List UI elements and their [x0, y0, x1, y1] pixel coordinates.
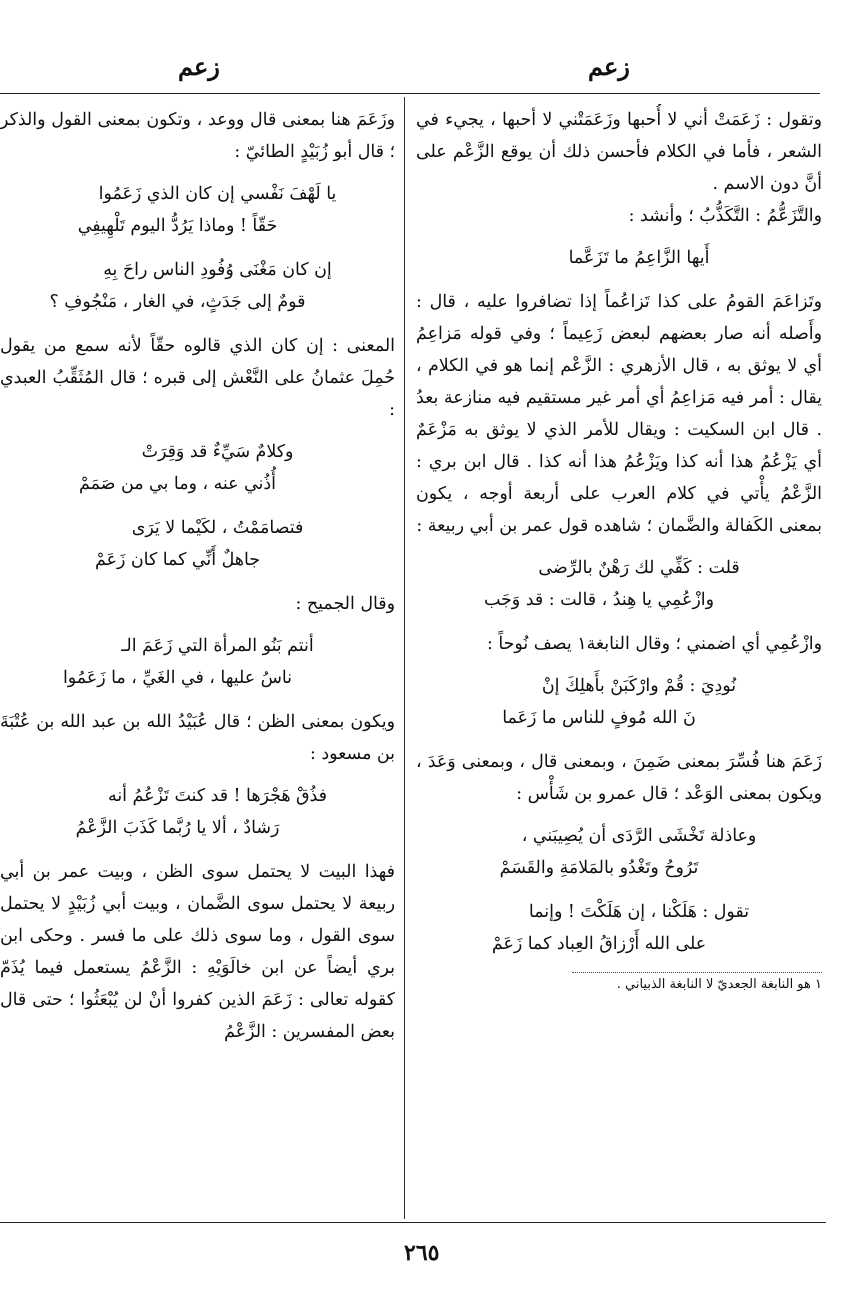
verse — [416, 242, 822, 274]
paragraph: المعنى : إن كان الذي قالوه حقّاً لأنه سمع من يقول حُمِلَ عثمانُ على النَّعْش إلى قبره ؛ قال المُثَقِّبُ العبدي : — [0, 336, 395, 420]
paragraph: وتَزاعَمَ القومُ على كذا تَزاعُماً إذا تضافروا عليه ، قال : وأَصله أنه صار بعضهم لبعض زَعِيماً ؛ وفي قوله مَزاعِمُ أي لا يوثق به ، قال الأزهري : الزَّعْم إنما هو في الكلام ، يقال : أمر فيه مَزاعِمُ أي أمر غير مستقيم فيه منازعة بعدُ . قال ابن السكيت : ويقال للأمر الذي لا يوثق به مَزْعَمٌ أي يَزْعُمُ هذا أنه كذا ويَزْعُمُ هذا أنه كذا . قال ابن بري : الزَّعْمُ يأْتي في كلام العرب على أربعة أوجه ، يكون بمعنى الكَفالة والضَّمان ؛ شاهده قول عمر بن أبي ربيعة : — [416, 292, 822, 536]
left-column — [0, 104, 395, 1214]
verse-line: ناسُ عليها ، في الغَيِّ ، ما زَعَمُوا — [62, 668, 293, 688]
page-number: ٢٦٥ — [404, 1240, 440, 1266]
verse-line: قومٌ إلى جَدَثٍ، في الغار ، مَنْجُوفِ ؟ — [49, 292, 306, 312]
column-divider — [404, 97, 405, 1219]
verse-line: يا لَهْفَ نَفْسي إن كان الذي زَعَمُوا — [98, 184, 337, 204]
verse-line: وعاذلة تَخْشَى الرَّدَى أن يُصِيبَني ، — [521, 826, 757, 846]
verse-line: أُذُني عنه ، وما بي من صَمَمْ — [79, 474, 276, 494]
paragraph: فهذا البيت لا يحتمل سوى الظن ، وبيت عمر بن أبي ربيعة لا يحتمل سوى الضَّمان ، وبيت أبي زُبَيْدٍ لا يحتمل سوى القول ، وما سوى ذلك على ما فسر . وحكى ابن بري أيضاً عن ابن خالَوَيْهِ : الزَّعْمُ يستعمل فيما يُذَمّ كقوله تعالى : زَعَمَ الذين كفروا أنْ لن يُبْعَثُوا ؛ حتى قال بعض المفسرين : الزَّعْمُ — [0, 862, 395, 1042]
header-rule — [0, 93, 820, 94]
verse-line: فذُقْ هَجْرَها ! قد كنتَ تَزْعُمُ أنه — [108, 786, 327, 806]
verse — [0, 780, 395, 844]
header-left-word: زعم — [178, 52, 220, 81]
verse-line: رَشادٌ ، ألا يا رُبَّما كَذَبَ الزَّعْمُ — [75, 818, 280, 838]
verse-line: قلت : كَفِّي لك رَهْنٌ بالرِّضى — [538, 558, 740, 578]
verse-line: تَرُوحُ وتَغْدُو بالمَلامَةِ والقَسَمْ — [499, 858, 699, 878]
verse-line: جاهلٌ أَنِّي كما كان زَعَمْ — [95, 550, 260, 570]
verse — [416, 896, 822, 960]
verse — [0, 178, 395, 242]
verse-line: فتصامَمْتُ ، لكَيْما لا يَرَى — [131, 518, 304, 538]
verse — [0, 254, 395, 318]
verse — [416, 552, 822, 616]
paragraph: وازْعُمِي أي اضمني ؛ وقال النابغة١ يصف نُوحاً : — [486, 634, 822, 654]
verse-line: وازْعُمِي يا هِندُ ، قالت : قد وَجَب — [483, 590, 715, 610]
verse-line: أنتم بَنُو المرأة التي زَعَمَ الـ — [121, 636, 314, 656]
verse-line: أَيها الزَّاعِمُ ما تَزَعَّما — [568, 248, 710, 268]
footnote-rule — [572, 972, 822, 973]
verse-line: نُودِيَ : قُمْ وارْكَبَنْ بأَهلِكَ إنْ — [541, 676, 737, 696]
verse — [416, 820, 822, 884]
paragraph: والتَّزَعُّمُ : التَّكَذُّبُ ؛ وأنشد : — [628, 206, 822, 226]
verse — [0, 512, 395, 576]
paragraph: زَعَمَ هنا فُسِّرَ بمعنى ضَمِنَ ، وبمعنى قال ، وبمعنى وَعَدَ ، ويكون بمعنى الوَعْد ؛ قال عمرو بن شَأْس : — [416, 752, 822, 804]
verse-line: نَ الله مُوفٍ للناس ما زَعَما — [502, 708, 696, 728]
header-right-word: زعم — [588, 52, 630, 81]
paragraph: وقال الجميح : — [295, 594, 395, 614]
paragraph: وتقول : زَعَمَتْ أني لا أُحبها وزَعَمَتْني لا أحبها ، يجيء في الشعر ، فأما في الكلام فأحسن ذلك أن يوقع الزَّعْم على أنَّ دون الاسم . — [416, 110, 822, 194]
verse-line: على الله أَرْزاقُ العِباد كما زَعَمْ — [491, 934, 707, 954]
verse-line: حَقّاً ! وماذا يَرُدُّ اليوم تَلْهِيفِي — [77, 216, 278, 236]
verse — [0, 630, 395, 694]
paragraph: وزَعَمَ هنا بمعنى قال ووعد ، وتكون بمعنى القول والذكر ؛ قال أبو زُبَيْدٍ الطائيّ : — [0, 110, 395, 162]
footnote: ١ هو النابغة الجعديّ لا النابغة الذبياني . — [616, 977, 822, 992]
footer-rule — [0, 1222, 826, 1223]
verse — [416, 670, 822, 734]
verse-line: إن كان مَغْنَى وُفُودِ الناس راحَ بِهِ — [103, 260, 332, 280]
right-column — [416, 104, 822, 1214]
verse-line: تقول : هَلَكْنا ، إن هَلَكْتَ ! وإنما — [528, 902, 750, 922]
verse-line: وكلامٌ سَيِّءٌ قد وَقِرَتْ — [141, 442, 294, 462]
paragraph: ويكون بمعنى الظن ؛ قال عُبَيْدُ الله بن عبد الله بن عُتْبَةَ بن مسعود : — [0, 712, 395, 764]
verse — [0, 436, 395, 500]
